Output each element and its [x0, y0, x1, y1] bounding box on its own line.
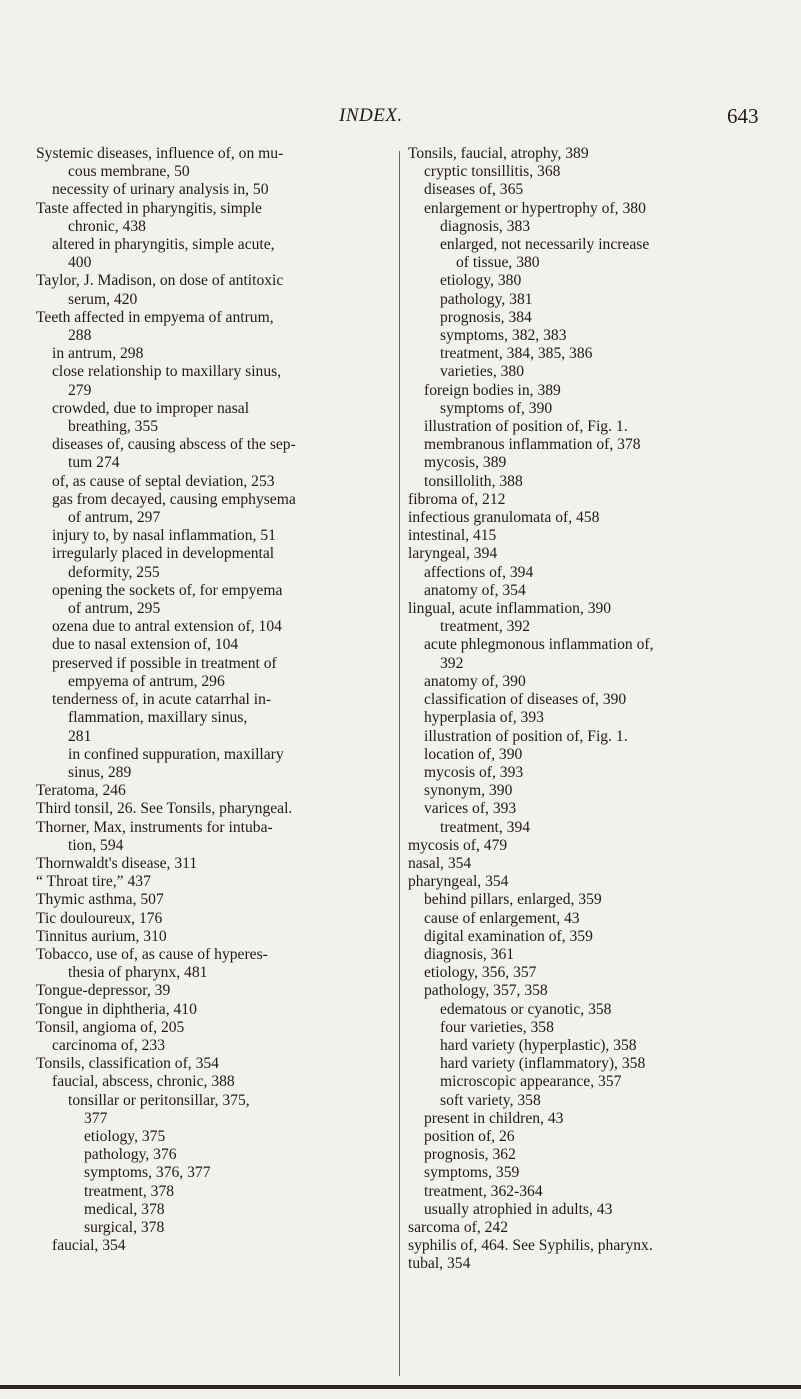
index-entry: carcinoma of, 233 [52, 1036, 166, 1054]
index-entry: breathing, 355 [68, 418, 159, 436]
index-entry: membranous inflammation of, 378 [424, 436, 641, 454]
index-entry: symptoms of, 390 [440, 399, 553, 417]
index-entry: surgical, 378 [84, 1218, 165, 1236]
index-entry: tonsillar or peritonsillar, 375, [68, 1091, 250, 1109]
index-entry: Third tonsil, 26. See Tonsils, pharyngeal. [36, 800, 293, 818]
index-entry: edematous or cyanotic, 358 [440, 1000, 612, 1018]
index-entry: cous membrane, 50 [68, 163, 190, 181]
index-entry: Thornwaldt's disease, 311 [36, 854, 198, 872]
index-entry: faucial, abscess, chronic, 388 [52, 1073, 235, 1091]
index-entry: Tonsils, faucial, atrophy, 389 [408, 145, 589, 162]
index-entry: fibroma of, 212 [408, 490, 506, 508]
index-entry: Systemic diseases, influence of, on mu- [36, 145, 284, 162]
index-column-left [36, 145, 394, 1255]
index-entry: irregularly placed in developmental [52, 545, 275, 563]
index-entry: behind pillars, enlarged, 359 [424, 891, 602, 909]
index-entry: cause of enlargement, 43 [424, 909, 580, 927]
index-entry: altered in pharyngitis, simple acute, [52, 236, 275, 254]
index-entry: of antrum, 297 [68, 509, 161, 527]
index-entry: hard variety (hyperplastic), 358 [440, 1036, 637, 1054]
index-entry: deformity, 255 [68, 563, 160, 581]
running-title: INDEX. [339, 105, 403, 126]
index-entry: of antrum, 295 [68, 600, 161, 618]
index-entry: acute phlegmonous inflammation of, [424, 636, 654, 654]
index-entry: pathology, 381 [440, 290, 533, 308]
index-entry: prognosis, 384 [440, 308, 532, 326]
index-entry: ozena due to antral extension of, 104 [52, 618, 282, 636]
index-entry: pathology, 376 [84, 1146, 177, 1164]
index-entry: tenderness of, in acute catarrhal in- [52, 691, 272, 709]
index-entry: sarcoma of, 242 [408, 1218, 509, 1236]
index-entry: 377 [84, 1109, 108, 1127]
index-entry: injury to, by nasal inflammation, 51 [52, 527, 276, 545]
index-entry: soft variety, 358 [440, 1091, 541, 1109]
index-entry: usually atrophied in adults, 43 [424, 1200, 613, 1218]
index-entry: etiology, 375 [84, 1127, 166, 1145]
index-entry: mycosis of, 393 [424, 763, 524, 781]
index-entry: classification of diseases of, 390 [424, 691, 627, 709]
index-entry: symptoms, 382, 383 [440, 327, 567, 345]
index-entry: prognosis, 362 [424, 1146, 516, 1164]
index-entry: Tobacco, use of, as cause of hyperes- [36, 945, 268, 963]
index-entry: syphilis of, 464. See Syphilis, pharynx. [408, 1237, 653, 1255]
index-entry: varices of, 393 [424, 800, 517, 818]
index-entry: anatomy of, 354 [424, 581, 526, 599]
index-entry: enlargement or hypertrophy of, 380 [424, 199, 646, 217]
index-entry: Thorner, Max, instruments for intuba- [36, 818, 273, 836]
index-entry: intestinal, 415 [408, 527, 497, 545]
index-entry: mycosis, 389 [424, 454, 507, 472]
index-entry: Thymic asthma, 507 [36, 891, 164, 909]
index-entry: empyema of antrum, 296 [68, 672, 225, 690]
index-entry: of, as cause of septal deviation, 253 [52, 472, 275, 490]
page-bottom-edge [0, 1385, 801, 1389]
index-entry: Tonsils, classification of, 354 [36, 1055, 219, 1073]
index-entry: mycosis of, 479 [408, 836, 508, 854]
index-entry: location of, 390 [424, 745, 523, 763]
index-entry: present in children, 43 [424, 1109, 564, 1127]
index-entry: opening the sockets of, for empyema [52, 581, 283, 599]
index-entry: foreign bodies in, 389 [424, 381, 561, 399]
index-entry: diseases of, 365 [424, 181, 524, 199]
index-entry: illustration of position of, Fig. 1. [424, 418, 628, 436]
index-entry: tion, 594 [68, 836, 124, 854]
index-entry: Tinnitus aurium, 310 [36, 927, 167, 945]
index-entry: 400 [68, 254, 92, 272]
index-entry: 392 [440, 654, 464, 672]
index-entry: pharyngeal, 354 [408, 873, 509, 891]
index-entry: 288 [68, 327, 92, 345]
index-entry: synonym, 390 [424, 782, 513, 800]
index-entry: lingual, acute inflammation, 390 [408, 600, 612, 618]
index-entry: treatment, 392 [440, 618, 531, 636]
index-entry: of tissue, 380 [456, 254, 540, 272]
index-entry: diagnosis, 361 [424, 945, 515, 963]
index-entry: “ Throat tire,” 437 [36, 873, 151, 891]
index-entry: hard variety (inflammatory), 358 [440, 1055, 646, 1073]
index-entry: crowded, due to improper nasal [52, 399, 250, 417]
index-entry: cryptic tonsillitis, 368 [424, 163, 561, 181]
index-entry: varieties, 380 [440, 363, 525, 381]
index-entry: infectious granulomata of, 458 [408, 509, 600, 527]
index-entry: illustration of position of, Fig. 1. [424, 727, 628, 745]
index-entry: Tonsil, angioma of, 205 [36, 1018, 185, 1036]
index-entry: Tongue-depressor, 39 [36, 982, 171, 1000]
index-entry: faucial, 354 [52, 1237, 126, 1255]
index-entry: preserved if possible in treatment of [52, 654, 277, 672]
index-entry: medical, 378 [84, 1200, 165, 1218]
index-entry: Tongue in diphtheria, 410 [36, 1000, 197, 1018]
index-entry: treatment, 378 [84, 1182, 175, 1200]
index-column-right [408, 145, 770, 1274]
index-entry: four varieties, 358 [440, 1018, 554, 1036]
index-entry: gas from decayed, causing emphysema [52, 490, 296, 508]
index-entry: close relationship to maxillary sinus, [52, 363, 282, 381]
index-entry: anatomy of, 390 [424, 672, 526, 690]
index-entry: diseases of, causing abscess of the sep- [52, 436, 296, 454]
index-entry: pathology, 357, 358 [424, 982, 548, 1000]
index-entry: treatment, 384, 385, 386 [440, 345, 593, 363]
index-entry: serum, 420 [68, 290, 138, 308]
index-entry: 279 [68, 381, 92, 399]
index-entry: tonsillolith, 388 [424, 472, 523, 490]
index-entry: thesia of pharynx, 481 [68, 964, 208, 982]
index-entry: position of, 26 [424, 1127, 515, 1145]
index-entry: enlarged, not necessarily increase [440, 236, 650, 254]
column-divider [399, 151, 400, 1376]
index-entry: Teeth affected in empyema of antrum, [36, 308, 274, 326]
index-entry: diagnosis, 383 [440, 217, 531, 235]
index-entry: Tic douloureux, 176 [36, 909, 163, 927]
index-entry: nasal, 354 [408, 854, 472, 872]
index-entry: due to nasal extension of, 104 [52, 636, 239, 654]
index-entry: etiology, 380 [440, 272, 522, 290]
index-entry: microscopic appearance, 357 [440, 1073, 622, 1091]
index-entry: chronic, 438 [68, 217, 146, 235]
index-entry: in confined suppuration, maxillary [68, 745, 284, 763]
index-entry: etiology, 356, 357 [424, 964, 537, 982]
index-entry: sinus, 289 [68, 763, 132, 781]
index-entry: digital examination of, 359 [424, 927, 593, 945]
index-entry: symptoms, 376, 377 [84, 1164, 211, 1182]
index-entry: flammation, maxillary sinus, [68, 709, 248, 727]
index-entry: tum 274 [68, 454, 120, 472]
index-entry: necessity of urinary analysis in, 50 [52, 181, 269, 199]
index-entry: 281 [68, 727, 92, 745]
page-number: 643 [727, 104, 759, 128]
index-entry: in antrum, 298 [52, 345, 144, 363]
index-entry: Taste affected in pharyngitis, simple [36, 199, 262, 217]
index-entry: laryngeal, 394 [408, 545, 498, 563]
index-entry: tubal, 354 [408, 1255, 471, 1273]
index-entry: treatment, 362-364 [424, 1182, 543, 1200]
index-entry: hyperplasia of, 393 [424, 709, 544, 727]
index-entry: Taylor, J. Madison, on dose of antitoxic [36, 272, 284, 290]
index-entry: symptoms, 359 [424, 1164, 520, 1182]
page-header [0, 105, 801, 133]
index-entry: treatment, 394 [440, 818, 531, 836]
index-entry: affections of, 394 [424, 563, 534, 581]
index-entry: Teratoma, 246 [36, 782, 126, 800]
